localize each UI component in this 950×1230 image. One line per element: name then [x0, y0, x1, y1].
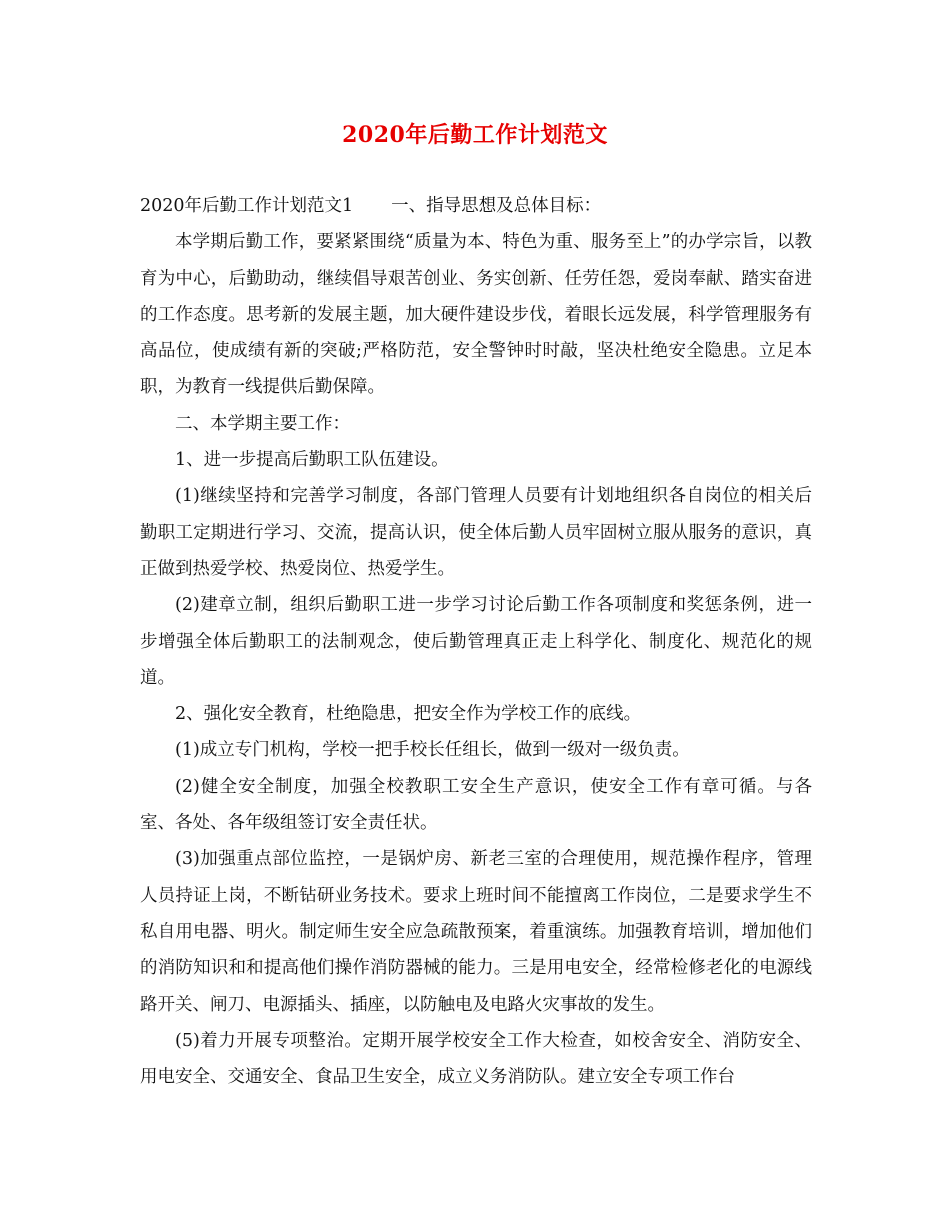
- paragraph: (2)建章立制，组织后勤职工进一步学习讨论后勤工作各项制度和奖惩条例，进一步增强全体后勤职工的法制观念，使后勤管理真正走上科学化、制度化、规范化的规道。: [140, 595, 812, 688]
- document-title: 2020年后勤工作计划范文: [342, 122, 608, 148]
- paragraph: 本学期后勤工作，要紧紧围绕“质量为本、特色为重、服务至上”的办学宗旨，以教育为中心，后勤助动，继续倡导艰苦创业、务实创新、任劳任怨，爱岗奉献、踏实奋进的工作态度。思考新的发展主题，加大硬件建设步伐，着眼长远发展，科学管理服务有高品位，使成绩有新的突破;严格防范，安全警钟时时敲，坚决杜绝安全隐患。立足本职，为教育一线提供后勤保障。: [140, 232, 812, 398]
- subtitle-line: [140, 188, 812, 224]
- section-heading-2: 二、本学期主要工作：: [175, 413, 350, 434]
- paragraph: 1、进一步提高后勤职工队伍建设。: [175, 450, 449, 471]
- paragraph: (1)继续坚持和完善学习制度，各部门管理人员要有计划地组织各自岗位的相关后勤职工定期进行学习、交流，提高认识，使全体后勤人员牢固树立服从服务的意识，真正做到热爱学校、热爱岗位、热爱学生。: [140, 486, 812, 579]
- section-heading-1: 一、指导思想及总体目标：: [391, 196, 602, 216]
- paragraph: (2)健全安全制度，加强全校教职工安全生产意识，使安全工作有章可循。与各室、各处、各年级组签订安全责任状。: [140, 776, 812, 834]
- paragraph: (3)加强重点部位监控，一是锅炉房、新老三室的合理使用，规范操作程序，管理人员持证上岗，不断钻研业务技术。要求上班时间不能擅离工作岗位，二是要求学生不私自用电器、明火。制定师生安全应急疏散预案，着重演练。加强教育培训，增加他们的消防知识和和提高他们操作消防器械的能力。三是用电安全，经常检修老化的电源线路开关、闸刀、电源插头、插座，以防触电及电路火灾事故的发生。: [140, 849, 812, 1015]
- paragraph: (1)成立专门机构，学校一把手校长任组长，做到一级对一级负责。: [175, 740, 690, 761]
- document-subtitle: 2020年后勤工作计划范文1: [140, 196, 354, 216]
- document-body: [140, 188, 812, 1095]
- paragraph: 2、强化安全教育，杜绝隐患，把安全作为学校工作的底线。: [175, 704, 642, 725]
- paragraph: (5)着力开展专项整治。定期开展学校安全工作大检查，如校舍安全、消防安全、用电安全、交通安全、食品卫生安全，成立义务消防队。建立安全专项工作台: [140, 1030, 812, 1088]
